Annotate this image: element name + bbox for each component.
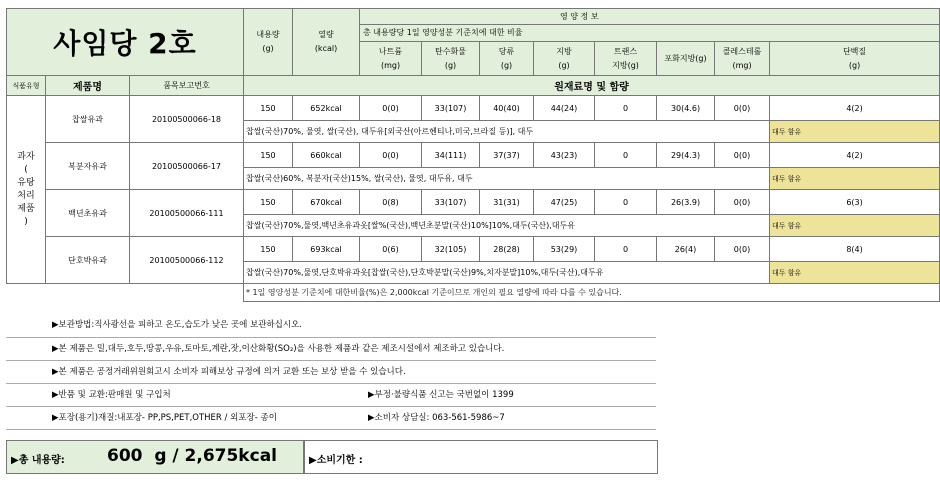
- protein-header: 단백질 (g): [770, 42, 940, 76]
- protein-value: 8(4): [770, 237, 940, 262]
- compensation-note: ▶본 제품은 공정거래위원회고시 소비자 피해보상 규정에 의거 교환 또는 보상 받을 수 있습니다.: [52, 367, 406, 377]
- product-row: [7, 143, 940, 168]
- divider: [6, 429, 656, 430]
- protein-value: 4(2): [770, 143, 940, 168]
- page-title: 사임당 2호: [53, 27, 197, 60]
- sodium-value: 0(8): [360, 190, 422, 215]
- report-no: 20100500066-112: [130, 237, 244, 284]
- divider: [6, 383, 656, 384]
- calories-value: 660kcal: [293, 143, 360, 168]
- calories-value: 670kcal: [293, 190, 360, 215]
- carbohydrate-value: 33(107): [422, 190, 480, 215]
- volume-value: 150: [244, 237, 293, 262]
- fat-value: 43(23): [534, 143, 595, 168]
- divider: [6, 406, 656, 407]
- report-no-header: 품목보고번호: [130, 76, 244, 96]
- fat-value: 53(29): [534, 237, 595, 262]
- cholesterol-value: 0(0): [715, 143, 770, 168]
- cholesterol-value: 0(0): [715, 96, 770, 121]
- trans-fat-value: 0: [595, 190, 657, 215]
- ingredients-header: 원재료명 및 함량: [244, 76, 940, 96]
- product-name: 백년초유과: [46, 190, 130, 237]
- carbohydrate-value: 34(111): [422, 143, 480, 168]
- return-note: ▶반품 및 교환:판매원 및 구입처: [52, 390, 171, 400]
- volume-value: 150: [244, 143, 293, 168]
- nutrition-table: [6, 8, 940, 302]
- sugar-value: 40(40): [480, 96, 534, 121]
- food-type-header: 식품유형: [7, 76, 46, 96]
- allergy-badge: 대두 함유: [770, 168, 940, 190]
- product-name: 복분자유과: [46, 143, 130, 190]
- nutrition-info-header: 영 양 정 보: [360, 9, 940, 25]
- divider: [6, 337, 656, 338]
- fat-header: 지방 (g): [534, 42, 595, 76]
- ingredients-text: 찹쌀(국산)70%,물엿,단호박유과옷[찹쌀(국산),단호박분말(국산)9%,치자분말]10%,대두(국산),대두유: [244, 262, 770, 284]
- carbohydrate-value: 33(107): [422, 96, 480, 121]
- saturated-fat-header: 포화지방(g): [657, 42, 715, 76]
- product-name: 단호박유과: [46, 237, 130, 284]
- trans-fat-header: 트랜스 지방(g): [595, 42, 657, 76]
- sugar-value: 37(37): [480, 143, 534, 168]
- report-no: 20100500066-18: [130, 96, 244, 143]
- product-name: 찹쌀유과: [46, 96, 130, 143]
- divider: [6, 360, 656, 361]
- calories-header: 열량 (kcal): [293, 9, 360, 76]
- fat-value: 47(25): [534, 190, 595, 215]
- saturated-fat-value: 26(3.9): [657, 190, 715, 215]
- consult-note: ▶소비자 상담실: 063-561-5986~7: [368, 413, 505, 423]
- footnote: * 1일 영양성분 기준치에 대한비율(%)은 2,000kcal 기준이므로 개인의 필요 열량에 따라 다를 수 있습니다.: [244, 284, 940, 302]
- column-header-row: [7, 76, 940, 96]
- report-note: ▶부정·불량식품 신고는 국번없이 1399: [368, 390, 514, 400]
- facility-note: ▶본 제품은 밀,대두,호두,땅콩,우유,토마토,계란,잣,이산화황(SO₂)을 사용한 제품과 같은 제조시설에서 제조하고 있습니다.: [52, 344, 505, 354]
- total-volume-bar: [6, 440, 304, 474]
- cholesterol-value: 0(0): [715, 190, 770, 215]
- calories-value: 693kcal: [293, 237, 360, 262]
- trans-fat-value: 0: [595, 143, 657, 168]
- allergy-badge: 대두 함유: [770, 121, 940, 143]
- product-name-header: 제품명: [46, 76, 130, 96]
- ingredients-text: 찹쌀(국산)70%, 물엿, 쌀(국산), 대두유[외국산(아르헨티나,미국,브라질 등)], 대두: [244, 121, 770, 143]
- protein-value: 6(3): [770, 190, 940, 215]
- footnote-row: [7, 284, 940, 302]
- product-row: [7, 237, 940, 262]
- sodium-value: 0(0): [360, 96, 422, 121]
- title-cell: [7, 9, 244, 76]
- sodium-value: 0(0): [360, 143, 422, 168]
- fat-value: 44(24): [534, 96, 595, 121]
- carbohydrate-header: 탄수화물 (g): [422, 42, 480, 76]
- sugar-value: 31(31): [480, 190, 534, 215]
- protein-value: 4(2): [770, 96, 940, 121]
- volume-value: 150: [244, 96, 293, 121]
- product-row: [7, 96, 940, 121]
- ingredients-text: 찹쌀(국산)70%,물엿,백년초유과옷[쌀%(국산),백년초분말(국산)10%]10%,대두(국산),대두유: [244, 215, 770, 237]
- saturated-fat-value: 29(4.3): [657, 143, 715, 168]
- sodium-value: 0(6): [360, 237, 422, 262]
- report-no: 20100500066-111: [130, 190, 244, 237]
- allergy-badge: 대두 함유: [770, 262, 940, 284]
- expiry-label: ▶소비기한 :: [309, 455, 363, 466]
- sodium-header: 나트륨 (mg): [360, 42, 422, 76]
- total-volume-value: 600 g / 2,675kcal: [107, 446, 277, 466]
- volume-value: 150: [244, 190, 293, 215]
- ingredients-text: 찹쌀(국산)60%, 복분자(국산)15%, 쌀(국산), 물엿, 대두유, 대두: [244, 168, 770, 190]
- cholesterol-value: 0(0): [715, 237, 770, 262]
- sugar-header: 당류 (g): [480, 42, 534, 76]
- allergy-badge: 대두 함유: [770, 215, 940, 237]
- calories-value: 652kcal: [293, 96, 360, 121]
- volume-header: 내용량 (g): [244, 9, 293, 76]
- product-row: [7, 190, 940, 215]
- carbohydrate-value: 32(105): [422, 237, 480, 262]
- storage-note: ▶보관방법:직사광선을 피하고 온도,습도가 낮은 곳에 보관하십시오.: [52, 320, 303, 330]
- trans-fat-value: 0: [595, 96, 657, 121]
- food-category: 과자 ( 유탕 처리 제품 ): [7, 96, 46, 284]
- expiry-bar: [304, 440, 658, 474]
- sugar-value: 28(28): [480, 237, 534, 262]
- saturated-fat-value: 30(4.6): [657, 96, 715, 121]
- cholesterol-header: 콜레스테롤 (mg): [715, 42, 770, 76]
- trans-fat-value: 0: [595, 237, 657, 262]
- packaging-note: ▶포장(용기)재질:내포장- PP,PS,PET,OTHER / 외포장- 종이: [52, 413, 277, 423]
- report-no: 20100500066-17: [130, 143, 244, 190]
- total-volume-label: ▶총 내용량:: [11, 455, 65, 466]
- daily-ratio-header: 총 내용량당 1일 영양성분 기준치에 대한 비율: [360, 25, 940, 42]
- saturated-fat-value: 26(4): [657, 237, 715, 262]
